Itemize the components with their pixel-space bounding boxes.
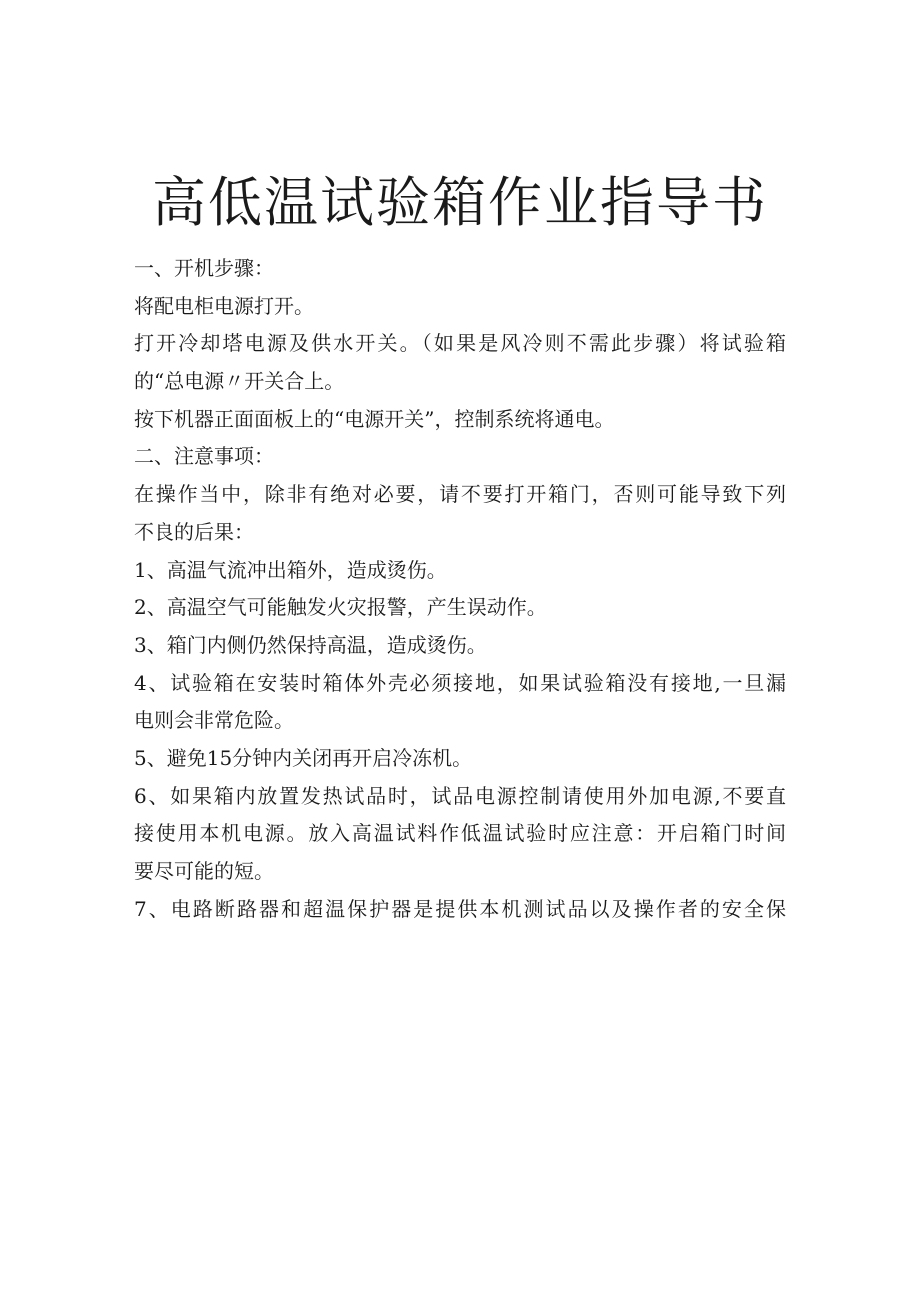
list-item: 6、如果箱内放置发热试品时，试品电源控制请使用外加电源,不要直: [134, 783, 786, 808]
list-item: 2、高温空气可能触发火灾报警，产生误动作。: [134, 595, 547, 620]
list-item: 3、箱门内侧仍然保持高温，造成烫伤。: [134, 632, 487, 657]
section-heading-notes: 二、注意事项：: [134, 444, 274, 469]
list-item: 1、高温气流冲出箱外，造成烫伤。: [134, 557, 447, 582]
paragraph-line: 打开冷却塔电源及供水开关。（如果是风冷则不需此步骤）将试验箱: [134, 331, 786, 356]
list-item: 5、避免15分钟内关闭再开启冷冻机。: [134, 745, 473, 770]
list-item-continuation: 接使用本机电源。放入高温试料作低温试验时应注意：开启箱门时间: [134, 821, 786, 846]
paragraph-line: 按下机器正面面板上的“电源开关”，控制系统将通电。: [134, 406, 615, 431]
page-title: 高低温试验箱作业指导书: [152, 171, 768, 234]
document-body: [134, 250, 786, 928]
list-item-continuation: 要尽可能的短。: [134, 859, 274, 883]
paragraph-line: 将配电柜电源打开。: [134, 293, 314, 318]
list-item: 4、试验箱在安装时箱体外壳必须接地，如果试验箱没有接地,一旦漏: [134, 670, 786, 695]
section-heading-startup: 一、开机步骤：: [134, 256, 274, 280]
paragraph-line: 不良的后果：: [134, 519, 254, 544]
paragraph-line: 在操作当中，除非有绝对必要，请不要打开箱门，否则可能导致下列: [134, 482, 786, 507]
paragraph-line: 的“总电源〃开关合上。: [134, 369, 345, 394]
list-item: 7、电路断路器和超温保护器是提供本机测试品以及操作者的安全保: [134, 896, 786, 921]
list-item-continuation: 电则会非常危险。: [134, 708, 294, 733]
